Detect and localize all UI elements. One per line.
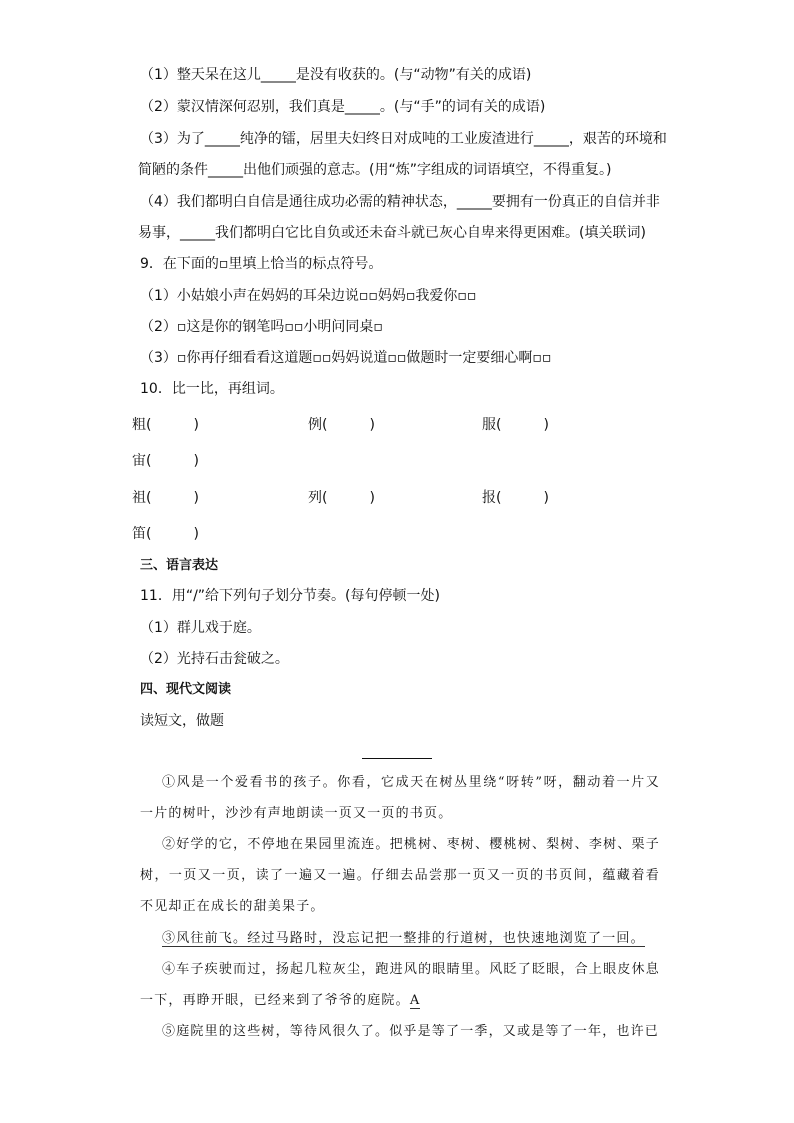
section-3-title: 三、语言表达 xyxy=(140,558,219,573)
q8-item-4-cont: 易事，_____我们都明白它比自负或还未奋斗就已灰心自卑来得更困难。(填关联词) xyxy=(138,225,646,241)
underlined-sentence: ③风往前飞。经过马路时，没忘记把一整排的行道树，也快速地浏览了一回。 xyxy=(162,931,645,946)
passage-paragraph-5: ⑤庭院里的这些树，等待风很久了。似乎是等了一季，又或是等了一年，也许已 xyxy=(162,1024,660,1039)
q8-item-2: （2）蒙汉情深何忍别，我们真是_____。(与“手”的词有关的成语) xyxy=(140,99,546,115)
q11-title: 11．用“/”给下列句子划分节奏。(每句停顿一处) xyxy=(140,588,440,604)
q10-word-cu: 粗( ) xyxy=(132,417,199,433)
position-mark-a: A xyxy=(409,993,421,1008)
q10-word-di: 笛( ) xyxy=(132,526,199,542)
passage-paragraph-3 xyxy=(140,923,660,954)
q10-word-zhou: 宙( ) xyxy=(132,453,199,469)
reading-intro: 读短文，做题 xyxy=(140,713,224,729)
q9-item-2: （2）▫这是你的钢笔吗▫▫小明问同桌▫ xyxy=(140,319,383,335)
q8-item-4: （4）我们都明白自信是通往成功必需的精神状态，_____要拥有一份真正的自信并非 xyxy=(140,194,660,210)
passage-paragraph-4 xyxy=(140,954,660,1016)
q11-item-2: （2）光持石击瓮破之。 xyxy=(140,651,289,667)
paragraph-4-text: ④车子疾驶而过，扬起几粒灰尘，跑进风的眼睛里。风眨了眨眼，合上眼皮休息一下，再睁开眼，已经来到了爷爷的庭院。 xyxy=(140,962,660,1008)
q10-word-lie: 列( ) xyxy=(308,490,375,506)
passage-paragraph-2: ②好学的它，不停地在果园里流连。把桃树、枣树、樱桃树、梨树、李树、栗子树，一页又一页，读了一遍又一遍。仔细去品尝那一页又一页的书页间，蕴藏着看不见却正在成长的甜美果子。 xyxy=(140,837,660,914)
passage-title-blank xyxy=(362,758,432,759)
q10-word-li: 例( ) xyxy=(308,417,375,433)
q9-item-3: （3）▫你再仔细看看这道题▫▫妈妈说道▫▫做题时一定要细心啊▫▫ xyxy=(140,350,552,366)
q8-item-1: （1）整天呆在这儿_____是没有收获的。(与“动物”有关的成语) xyxy=(140,67,532,83)
section-4-title: 四、现代文阅读 xyxy=(140,682,232,697)
q9-title: 9．在下面的▫里填上恰当的标点符号。 xyxy=(140,256,383,272)
q8-item-3: （3）为了_____纯净的镭，居里夫妇终日对成吨的工业废渣进行_____，艰苦的环境和 xyxy=(140,131,667,147)
passage-paragraph-1: ①风是一个爱看书的孩子。你看，它成天在树丛里绕“呀转”呀，翻动着一片又一片的树叶，沙沙有声地朗读一页又一页的书页。 xyxy=(140,775,660,821)
q10-title: 10．比一比，再组词。 xyxy=(140,381,284,397)
q11-item-1: （1）群儿戏于庭。 xyxy=(140,620,261,636)
q10-word-zu: 祖( ) xyxy=(132,490,199,506)
q8-item-3-cont: 简陋的条件_____出他们顽强的意志。(用“炼”字组成的词语填空，不得重复。) xyxy=(138,162,612,178)
q9-item-1: （1）小姑娘小声在妈妈的耳朵边说▫▫妈妈▫我爱你▫▫ xyxy=(140,288,477,304)
q10-word-fu: 服( ) xyxy=(482,417,549,433)
q10-word-bao: 报( ) xyxy=(482,490,549,506)
